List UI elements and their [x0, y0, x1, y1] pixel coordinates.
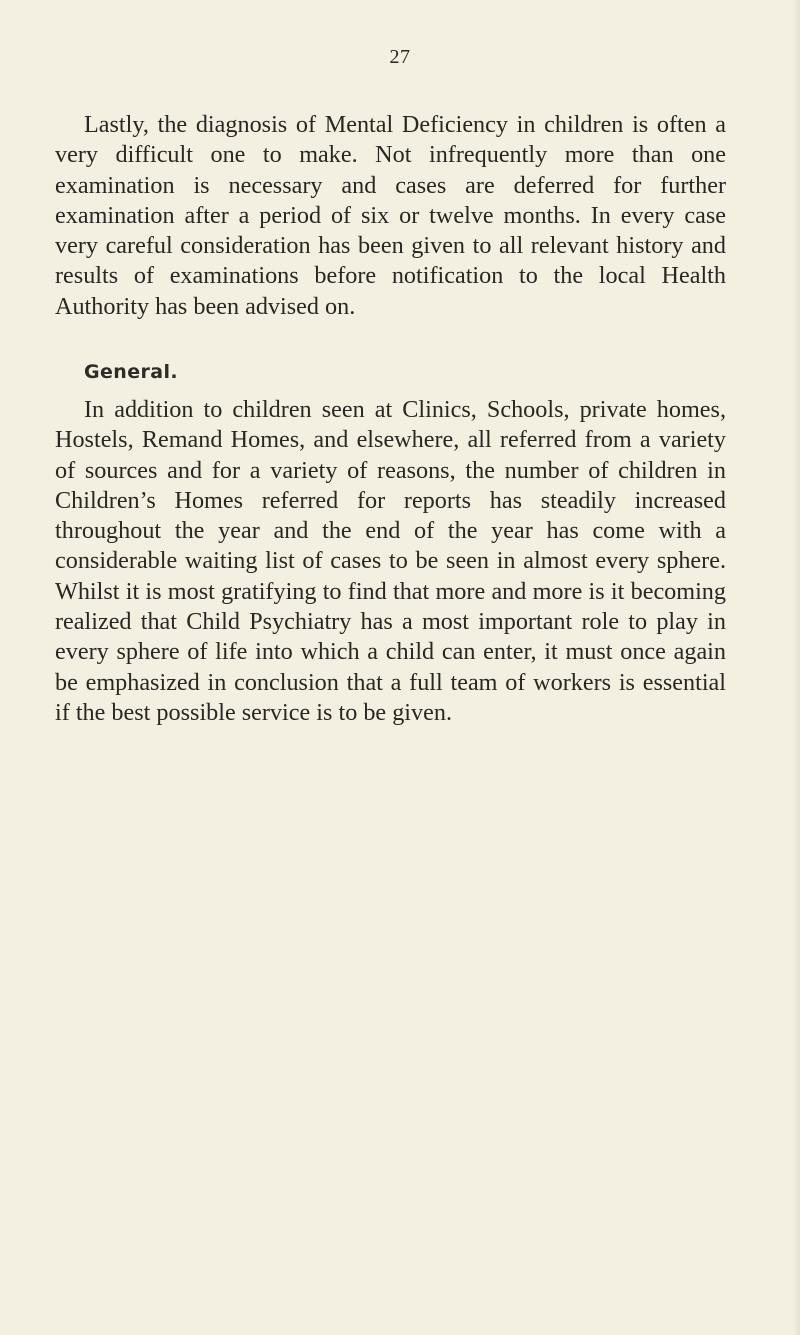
paragraph-mental-deficiency: Lastly, the diagnosis of Mental Deficiency in children is often a very difficult one to make. Not infrequently more than one examination is necessary and cases are deferred for further examination after a period of six or twelve months. In every case very careful consideration has been given to all relevant history and results of examinations before notification to the local Health Authority has been advised on. — [55, 111, 726, 320]
section-heading-general: General. — [84, 361, 179, 383]
page-edge-shadow — [793, 0, 800, 1335]
page-number: 27 — [389, 46, 411, 68]
paragraph-general: In addition to children seen at Clinics, Schools, private homes, Hostels, Remand Homes, and elsewhere, all referred from a variety of sources and for a variety of reasons, the number of children in Children’s Homes referred for reports has steadily increased throughout the year and the end of the year has come with a considerable waiting list of cases to be seen in almost every sphere. Whilst it is most gratifying to find that more and more is it becoming realized that Child Psychiatry has a most important role to play in every sphere of life into which a child can enter, it must once again be emphasized in conclusion that a full team of workers is essential if the best possible service is to be given. — [55, 396, 726, 726]
